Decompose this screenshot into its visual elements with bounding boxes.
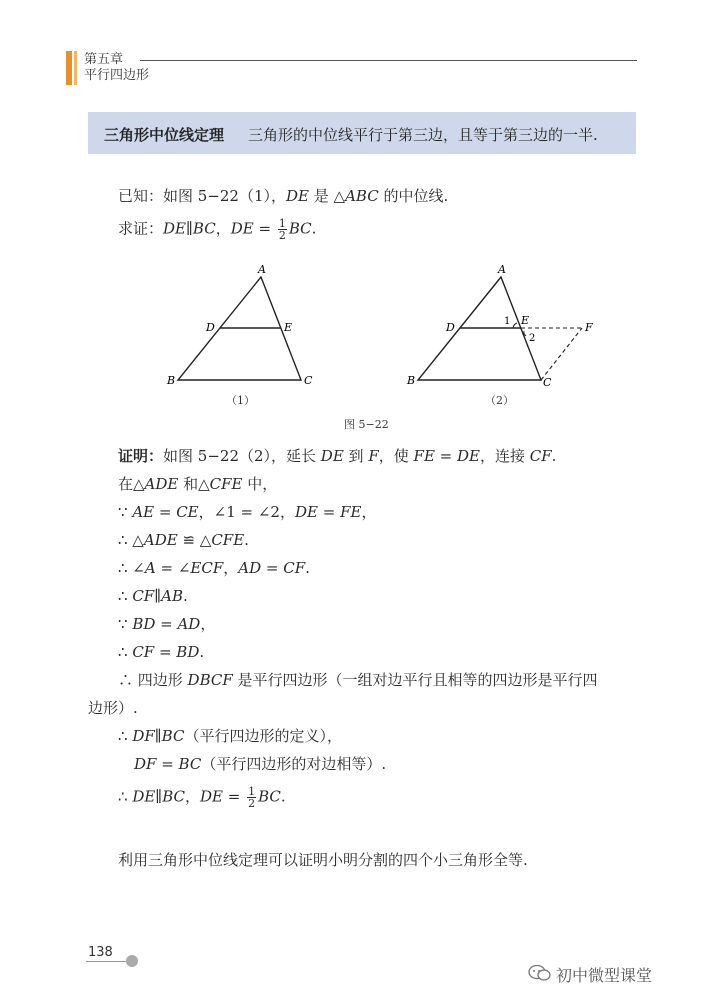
- proof-text: ，: [223, 559, 239, 577]
- proof-text: CF∥AB: [132, 587, 183, 605]
- to-prove-text: .: [311, 219, 317, 238]
- proof-text: .: [305, 559, 310, 577]
- proof-text: = ∠: [155, 559, 191, 577]
- figure-caption: 图 5−22: [344, 418, 389, 431]
- page-number-rule: [86, 961, 128, 962]
- proof-text: .: [551, 447, 557, 465]
- proof-text: ECF: [190, 559, 224, 577]
- proof-line-8: [118, 642, 204, 662]
- proof-text: 到: [343, 447, 369, 465]
- chapter-subtitle: 平行四边形: [84, 68, 150, 83]
- fraction-numerator: 1: [278, 217, 286, 230]
- proof-text: CFE: [211, 531, 245, 549]
- label-e: E: [284, 321, 293, 334]
- proof-text: 和△: [178, 475, 210, 493]
- to-prove-text: 求证：: [118, 219, 164, 238]
- page-dot: [126, 955, 138, 967]
- proof-text: ∴: [118, 727, 133, 745]
- proof-text: FE = DE: [413, 447, 480, 465]
- to-prove-text: DE∥BC: [163, 219, 216, 238]
- proof-line-11: [118, 726, 342, 746]
- proof-text: （平行四边形的定义），: [184, 727, 342, 745]
- proof-text: ∴: [118, 787, 133, 806]
- proof-text: AD = CF: [238, 559, 306, 577]
- proof-text: ≌ △: [177, 531, 212, 549]
- label-a: A: [258, 263, 266, 276]
- to-prove-text: ，: [215, 219, 231, 238]
- proof-text: （平行四边形的对边相等）.: [201, 755, 387, 773]
- fraction-denominator: 2: [248, 797, 256, 810]
- given-text: 的中位线.: [378, 187, 449, 205]
- proof-text: 如图 5−22（2），延长: [163, 447, 321, 465]
- proof-text: 在△: [118, 475, 145, 493]
- label-f: F: [585, 321, 593, 334]
- fraction-half: [278, 218, 287, 241]
- proof-text: BD = AD: [132, 615, 201, 633]
- proof-text: ADE: [143, 531, 178, 549]
- chapter-accent-bar: [66, 51, 72, 85]
- given-text: 是 △: [309, 187, 346, 205]
- proof-line-4: [118, 530, 249, 550]
- theorem-title: 三角形中位线定理: [104, 126, 225, 144]
- angle-1-arc: [513, 323, 517, 328]
- proof-text: DE∥BC: [132, 787, 185, 806]
- proof-text: DE: [200, 787, 223, 806]
- proof-text: BC: [258, 787, 281, 806]
- label-angle-2: 2: [529, 333, 536, 344]
- proof-line-1: [118, 446, 556, 466]
- subfigure-label-1: （1）: [226, 394, 255, 407]
- label-d: D: [206, 321, 215, 334]
- proof-text: ∵: [118, 503, 133, 521]
- proof-text: =: [223, 787, 246, 806]
- proof-text: ∴ ∠: [118, 559, 145, 577]
- proof-line-2: [118, 474, 277, 494]
- proof-line-6: [118, 586, 188, 606]
- proof-text: 中，: [242, 475, 278, 493]
- label-angle-1: 1: [504, 316, 511, 327]
- fraction-half: [247, 786, 256, 809]
- proof-text: AE = CE: [132, 503, 199, 521]
- proof-text: 是平行四边形（一组对边平行且相等的四边形是平行四: [232, 671, 598, 689]
- proof-line-7: [118, 614, 215, 634]
- proof-text: DBCF: [187, 671, 233, 689]
- to-prove-text: =: [253, 219, 276, 238]
- proof-text: DE = FE: [294, 503, 362, 521]
- chapter-heading: [84, 52, 149, 84]
- label-b: B: [407, 374, 416, 387]
- label-d: D: [446, 321, 455, 334]
- label-a: A: [498, 263, 506, 276]
- subfigure-label-2: （2）: [485, 394, 514, 407]
- proof-line-9: [118, 670, 598, 690]
- proof-text: ，连接: [479, 447, 530, 465]
- label-c: C: [543, 376, 552, 389]
- proof-text: DF∥BC: [132, 727, 185, 745]
- figure-triangle-2: [400, 258, 610, 393]
- theorem-statement: 三角形的中位线平行于第三边，且等于第三边的一半.: [248, 126, 598, 144]
- segment-cf-dashed: [541, 328, 582, 380]
- proof-text: ∴: [118, 643, 133, 661]
- proof-text: ∴ 四边形: [118, 671, 188, 689]
- given-text: DE: [286, 187, 309, 205]
- proof-text: CF = BD: [132, 643, 200, 661]
- given-line: [118, 186, 448, 206]
- to-prove-text: BC: [288, 219, 312, 238]
- proof-text: ，∠1 = ∠2，: [198, 503, 295, 521]
- figure-triangle-1: [160, 258, 330, 393]
- label-c: C: [304, 374, 313, 387]
- closing-sentence: 利用三角形中位线定理可以证明小明分割的四个小三角形全等.: [118, 851, 528, 869]
- proof-text: DF = BC: [134, 755, 202, 773]
- proof-text: ，: [185, 787, 201, 806]
- to-prove-line: [118, 218, 316, 241]
- label-e: E: [521, 314, 530, 327]
- proof-text: F: [368, 447, 379, 465]
- header-rule: [140, 60, 637, 61]
- wechat-icon: [528, 963, 552, 983]
- proof-text: .: [280, 787, 286, 806]
- proof-line-3: [118, 502, 376, 522]
- fraction-denominator: 2: [278, 229, 286, 242]
- chapter-number: 第五章: [84, 52, 124, 67]
- proof-text: ，: [361, 503, 377, 521]
- proof-text: CFE: [209, 475, 243, 493]
- proof-text: ADE: [144, 475, 179, 493]
- proof-text: CF: [529, 447, 552, 465]
- page-number: 138: [88, 945, 113, 960]
- proof-text: ∵: [118, 615, 133, 633]
- proof-text: DE: [320, 447, 344, 465]
- proof-text: .: [244, 531, 249, 549]
- chapter-accent-bar-light: [74, 51, 77, 85]
- proof-text: 边形）.: [88, 699, 138, 717]
- to-prove-text: DE: [230, 219, 254, 238]
- proof-text: ∴ △: [118, 531, 144, 549]
- proof-text: ，: [200, 615, 216, 633]
- proof-text: ∴: [118, 587, 133, 605]
- proof-line-5: [118, 558, 310, 578]
- proof-label: 证明：: [118, 447, 164, 465]
- proof-text: .: [199, 643, 205, 661]
- fraction-numerator: 1: [248, 785, 256, 798]
- proof-text: .: [182, 587, 188, 605]
- proof-text: ，使: [378, 447, 414, 465]
- proof-line-12: [134, 754, 386, 774]
- given-text: 已知：如图 5−22（1），: [118, 187, 287, 205]
- proof-line-13: [118, 786, 286, 809]
- given-text: ABC: [345, 187, 379, 205]
- proof-line-10: [88, 698, 138, 718]
- label-b: B: [167, 374, 176, 387]
- watermark-text: 初中微型课堂: [556, 966, 653, 985]
- proof-text: A: [144, 559, 156, 577]
